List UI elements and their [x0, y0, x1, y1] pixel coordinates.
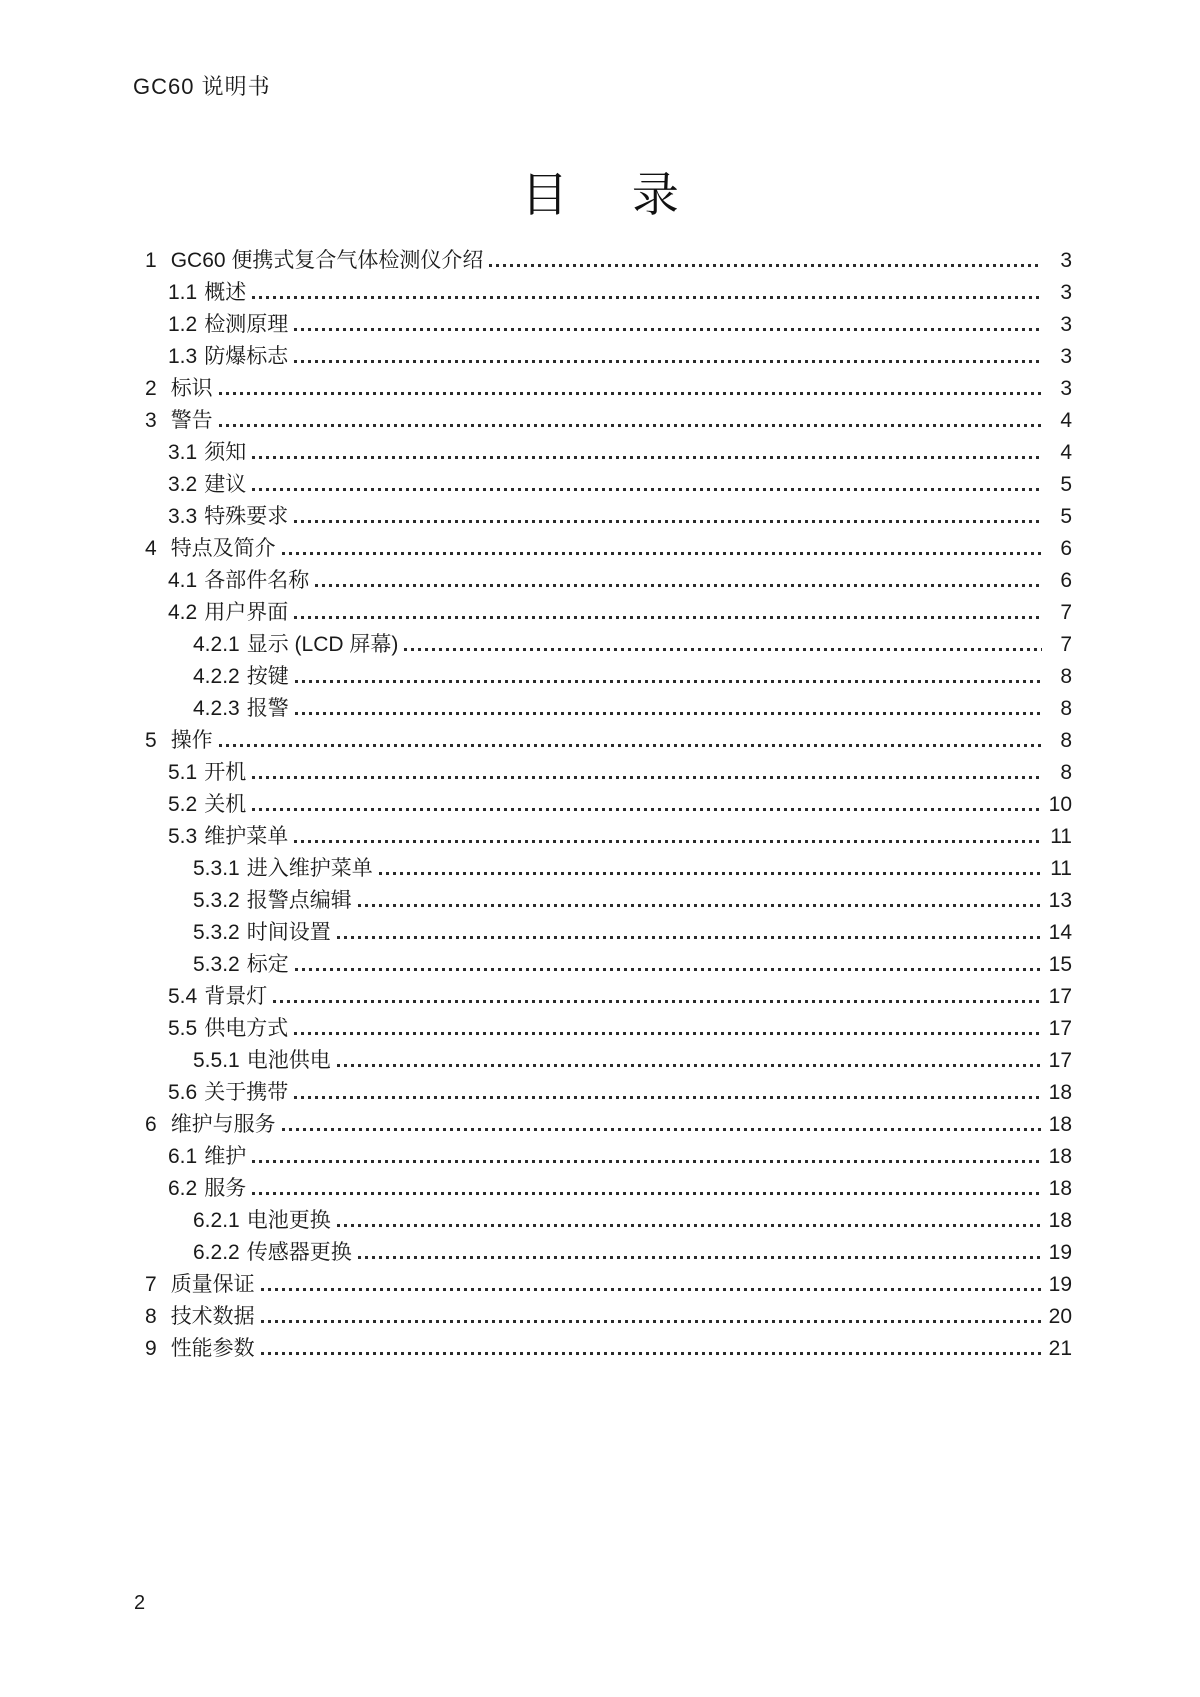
toc-entry-page: 4	[1060, 441, 1072, 464]
toc-entry-number: 5	[145, 729, 157, 752]
toc-entry-page: 17	[1048, 1017, 1072, 1040]
toc-leader-dots	[252, 1192, 1042, 1195]
toc-entry-title: 概述	[204, 281, 247, 304]
toc-entry-title: 服务	[204, 1177, 247, 1200]
toc-entry-number: 5.3.2	[193, 889, 240, 912]
toc-entry-row	[145, 1173, 1072, 1205]
toc-entry-row	[145, 245, 1072, 277]
toc-entry-number: 5.3.2	[193, 953, 240, 976]
toc-entry-title: 报警	[246, 697, 289, 720]
toc-entry-row	[145, 565, 1072, 597]
toc-entry-page: 4	[1060, 409, 1072, 432]
toc-entry-title: 操作	[170, 729, 213, 752]
toc-entry-row	[145, 1269, 1072, 1301]
toc-entry-number: 4	[145, 537, 157, 560]
toc-entry-row	[145, 1333, 1072, 1365]
toc-entry-title: 电池更换	[246, 1209, 331, 1232]
toc-entry-row	[145, 469, 1072, 501]
toc-entry-page: 11	[1050, 825, 1072, 848]
toc-entry-number: 6.1	[168, 1145, 198, 1168]
toc-entry-number: 3	[145, 409, 157, 432]
toc-leader-dots	[282, 1128, 1042, 1131]
toc-entry-row	[145, 661, 1072, 693]
toc-entry-title: 标识	[170, 377, 213, 400]
toc-entry-row	[145, 757, 1072, 789]
toc-entry-title: 按键	[246, 665, 289, 688]
toc-leader-dots	[273, 1000, 1042, 1003]
toc-entry-title: 显示 (LCD 屏幕)	[246, 633, 399, 656]
toc-entry-page: 6	[1060, 537, 1072, 560]
toc-entry-row	[145, 277, 1072, 309]
toc-entry-page: 5	[1060, 505, 1072, 528]
toc-entry-row	[145, 949, 1072, 981]
toc-entry-row	[145, 1237, 1072, 1269]
toc-entry-page: 13	[1048, 889, 1072, 912]
toc-leader-dots	[404, 648, 1042, 651]
toc-leader-dots	[337, 1064, 1042, 1067]
toc-entry-number: 4.2.2	[193, 665, 240, 688]
toc-entry-row	[145, 1205, 1072, 1237]
toc-entry-page: 3	[1060, 281, 1072, 304]
toc-entry-title: 防爆标志	[204, 345, 289, 368]
toc-entry-number: 2	[145, 377, 157, 400]
toc-entry-title: 维护菜单	[204, 825, 289, 848]
toc-leader-dots	[358, 1256, 1042, 1259]
toc-entry-title: 特殊要求	[204, 505, 289, 528]
toc-leader-dots	[252, 456, 1042, 459]
toc-entry-row	[145, 309, 1072, 341]
toc-leader-dots	[219, 744, 1042, 747]
toc-entry-page: 18	[1048, 1145, 1072, 1168]
toc-entry-number: 6.2.1	[193, 1209, 240, 1232]
toc-entry-title: 背景灯	[204, 985, 268, 1008]
toc-entry-row	[145, 405, 1072, 437]
toc-entry-title: 关机	[204, 793, 247, 816]
toc-entry-number: 5.3.1	[193, 857, 240, 880]
toc-leader-dots	[337, 1224, 1042, 1227]
toc-entry-number: 9	[145, 1337, 157, 1360]
toc-page-title: 目 录	[521, 170, 679, 222]
toc-entry-number: 4.2	[168, 601, 198, 624]
toc-entry-page: 19	[1048, 1241, 1072, 1264]
toc-leader-dots	[358, 904, 1042, 907]
toc-leader-dots	[261, 1320, 1042, 1323]
toc-entry-title: 供电方式	[204, 1017, 289, 1040]
toc-entry-number: 4.2.1	[193, 633, 240, 656]
toc-leader-dots	[294, 520, 1042, 523]
toc-entry-row	[145, 981, 1072, 1013]
toc-entry-title: 维护	[204, 1145, 247, 1168]
toc-leader-dots	[337, 936, 1042, 939]
toc-leader-dots	[282, 552, 1042, 555]
toc-entry-number: 5.1	[168, 761, 198, 784]
toc-entry-page: 8	[1060, 729, 1072, 752]
toc-entry-page: 20	[1048, 1305, 1072, 1328]
toc-entry-title: 时间设置	[246, 921, 331, 944]
toc-entry-number: 5.6	[168, 1081, 198, 1104]
toc-leader-dots	[294, 360, 1042, 363]
toc-entry-row	[145, 885, 1072, 917]
toc-entry-row	[145, 853, 1072, 885]
toc-leader-dots	[219, 424, 1042, 427]
toc-entry-page: 18	[1048, 1081, 1072, 1104]
toc-entry-row	[145, 725, 1072, 757]
toc-leader-dots	[252, 296, 1042, 299]
toc-entry-page: 6	[1060, 569, 1072, 592]
toc-list	[145, 245, 1072, 1365]
toc-entry-page: 7	[1060, 601, 1072, 624]
toc-entry-title: 检测原理	[204, 313, 289, 336]
toc-entry-page: 7	[1060, 633, 1072, 656]
toc-entry-row	[145, 501, 1072, 533]
toc-entry-row	[145, 597, 1072, 629]
toc-entry-title: GC60 便携式复合气体检测仪介绍	[170, 249, 484, 272]
toc-leader-dots	[489, 264, 1042, 267]
toc-entry-number: 6.2.2	[193, 1241, 240, 1264]
toc-entry-page: 11	[1050, 857, 1072, 880]
toc-entry-row	[145, 1109, 1072, 1141]
toc-entry-number: 3.1	[168, 441, 198, 464]
toc-entry-title: 开机	[204, 761, 247, 784]
toc-entry-page: 8	[1060, 761, 1072, 784]
toc-entry-row	[145, 1045, 1072, 1077]
toc-leader-dots	[379, 872, 1042, 875]
toc-entry-page: 3	[1060, 249, 1072, 272]
toc-entry-title: 报警点编辑	[246, 889, 352, 912]
document-header-text: GC60 说明书	[133, 74, 271, 99]
toc-entry-row	[145, 437, 1072, 469]
toc-entry-number: 1.1	[168, 281, 198, 304]
toc-entry-page: 18	[1048, 1113, 1072, 1136]
toc-leader-dots	[294, 328, 1042, 331]
toc-entry-number: 3.2	[168, 473, 198, 496]
toc-entry-row	[145, 1077, 1072, 1109]
toc-leader-dots	[252, 776, 1042, 779]
toc-entry-number: 7	[145, 1273, 157, 1296]
toc-entry-number: 1	[145, 249, 157, 272]
toc-entry-title: 进入维护菜单	[246, 857, 373, 880]
toc-entry-page: 10	[1048, 793, 1072, 816]
toc-entry-number: 4.2.3	[193, 697, 240, 720]
toc-entry-page: 14	[1048, 921, 1072, 944]
toc-entry-number: 4.1	[168, 569, 198, 592]
toc-leader-dots	[295, 680, 1042, 683]
toc-entry-row	[145, 693, 1072, 725]
toc-entry-number: 5.4	[168, 985, 198, 1008]
toc-leader-dots	[261, 1352, 1042, 1355]
toc-entry-row	[145, 373, 1072, 405]
toc-leader-dots	[294, 840, 1042, 843]
toc-entry-number: 5.3	[168, 825, 198, 848]
toc-entry-title: 关于携带	[204, 1081, 289, 1104]
toc-entry-page: 15	[1048, 953, 1072, 976]
toc-entry-page: 18	[1048, 1177, 1072, 1200]
toc-entry-row	[145, 1141, 1072, 1173]
toc-leader-dots	[315, 584, 1042, 587]
toc-leader-dots	[295, 968, 1042, 971]
toc-entry-row	[145, 1013, 1072, 1045]
toc-entry-number: 1.3	[168, 345, 198, 368]
toc-entry-row	[145, 917, 1072, 949]
footer-page-number: 2	[134, 1592, 146, 1614]
toc-entry-row	[145, 821, 1072, 853]
toc-entry-page: 17	[1048, 1049, 1072, 1072]
toc-leader-dots	[252, 1160, 1042, 1163]
toc-leader-dots	[294, 1032, 1042, 1035]
toc-entry-page: 21	[1048, 1337, 1072, 1360]
toc-entry-row	[145, 629, 1072, 661]
toc-entry-number: 3.3	[168, 505, 198, 528]
toc-entry-number: 1.2	[168, 313, 198, 336]
toc-entry-page: 18	[1048, 1209, 1072, 1232]
toc-leader-dots	[295, 712, 1042, 715]
toc-entry-number: 5.3.2	[193, 921, 240, 944]
toc-entry-title: 用户界面	[204, 601, 289, 624]
toc-entry-row	[145, 1301, 1072, 1333]
toc-leader-dots	[294, 616, 1042, 619]
toc-entry-title: 各部件名称	[204, 569, 310, 592]
toc-leader-dots	[261, 1288, 1042, 1291]
toc-entry-row	[145, 341, 1072, 373]
toc-entry-number: 5.5	[168, 1017, 198, 1040]
toc-entry-title: 电池供电	[246, 1049, 331, 1072]
toc-entry-title: 标定	[246, 953, 289, 976]
toc-leader-dots	[252, 488, 1042, 491]
toc-entry-title: 维护与服务	[170, 1113, 276, 1136]
toc-entry-page: 8	[1060, 697, 1072, 720]
toc-entry-number: 6.2	[168, 1177, 198, 1200]
toc-entry-title: 特点及简介	[170, 537, 276, 560]
toc-entry-page: 3	[1060, 313, 1072, 336]
toc-entry-title: 质量保证	[170, 1273, 255, 1296]
toc-entry-title: 性能参数	[170, 1337, 255, 1360]
toc-entry-page: 8	[1060, 665, 1072, 688]
toc-entry-number: 6	[145, 1113, 157, 1136]
toc-entry-page: 5	[1060, 473, 1072, 496]
toc-entry-page: 3	[1060, 345, 1072, 368]
toc-entry-row	[145, 533, 1072, 565]
toc-entry-title: 传感器更换	[246, 1241, 352, 1264]
toc-entry-number: 5.5.1	[193, 1049, 240, 1072]
toc-entry-title: 须知	[204, 441, 247, 464]
toc-entry-page: 17	[1048, 985, 1072, 1008]
toc-entry-page: 3	[1060, 377, 1072, 400]
toc-leader-dots	[294, 1096, 1042, 1099]
toc-leader-dots	[219, 392, 1042, 395]
toc-entry-number: 5.2	[168, 793, 198, 816]
toc-entry-title: 技术数据	[170, 1305, 255, 1328]
toc-leader-dots	[252, 808, 1042, 811]
toc-entry-page: 19	[1048, 1273, 1072, 1296]
toc-entry-title: 建议	[204, 473, 247, 496]
toc-entry-title: 警告	[170, 409, 213, 432]
toc-entry-number: 8	[145, 1305, 157, 1328]
toc-entry-row	[145, 789, 1072, 821]
